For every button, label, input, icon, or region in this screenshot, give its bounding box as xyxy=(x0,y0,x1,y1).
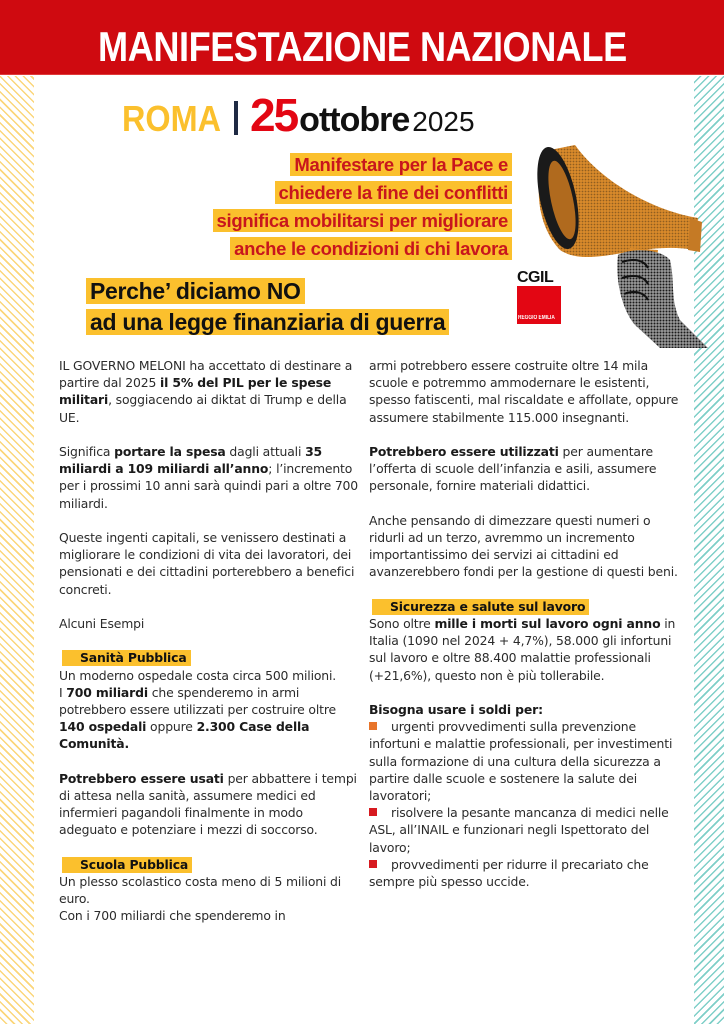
text: risolvere la pesante mancanza di medici nelle ASL, all’INAIL e funzionari negli Ispettorato del lavoro; xyxy=(369,805,669,855)
square-bullet-icon xyxy=(369,860,377,868)
event-city: ROMA xyxy=(122,98,221,139)
event-year: 2025 xyxy=(412,106,475,137)
slogan-line: significa mobilitarsi per migliorare xyxy=(213,209,512,232)
slogan-line: chiedere la fine dei conflitti xyxy=(275,181,513,204)
list-item xyxy=(369,718,689,804)
paragraph: Un plesso scolastico costa meno di 5 milioni di euro. xyxy=(59,874,342,907)
header-title: MANIFESTAZIONE NAZIONALE xyxy=(97,23,627,70)
why-line: Perche’ diciamo NO xyxy=(86,278,305,304)
cgil-logo xyxy=(517,270,565,324)
cgil-logo-box xyxy=(517,286,561,324)
list-item xyxy=(369,856,689,890)
section-scuola xyxy=(59,856,359,925)
section-title: Scuola Pubblica xyxy=(62,857,192,873)
text: per aumentare l’offerta di scuole dell’infanzia e asili, assumere personale, fornire materiali didattici. xyxy=(369,444,657,494)
text: Significa xyxy=(59,444,115,459)
text: in Italia (1090 nel 2024 + 4,7%), 58.000 gli infortuni sul lavoro e oltre 88.400 malattie professionali (+21,6%), questo non è più tollerabile. xyxy=(369,616,676,683)
cgil-logo-word: CGIL xyxy=(517,269,554,286)
paragraph xyxy=(369,615,689,684)
square-bullet-icon xyxy=(369,722,377,730)
bold-text: Potrebbero essere utilizzati xyxy=(369,444,559,459)
bold-text: 700 miliardi xyxy=(66,684,148,700)
square-bullet-icon xyxy=(369,808,377,816)
bold-text: Bisogna usare i soldi per: xyxy=(369,702,543,717)
slogan-line: Manifestare per la Pace e xyxy=(290,153,512,176)
event-day: 25 xyxy=(250,89,298,141)
left-column xyxy=(59,357,359,925)
why-headline xyxy=(86,278,449,340)
bold-text: 35 miliardi a 109 miliardi all’anno xyxy=(59,444,323,477)
text: dagli attuali xyxy=(225,444,306,459)
bold-text: portare la spesa xyxy=(114,444,226,459)
bold-text: 2.300 Case della Comunità xyxy=(59,719,310,752)
paragraph xyxy=(59,443,359,512)
paragraph: Queste ingenti capitali, se venissero destinati a migliorare le condizioni di vita dei lavoratori, dei pensionati e dei cittadini porterebbero a benefici concreti. xyxy=(59,530,355,597)
text: oppure xyxy=(146,719,197,735)
paragraph: armi potrebbero essere costruite oltre 14 mila scuole e potremmo ammodernare le esistenti, spesso fatiscenti, mal riscaldate e affollate, oppure assumere stabilmente 115.000 insegnanti. xyxy=(369,358,679,425)
section-title: Sanità Pubblica xyxy=(62,650,191,666)
bold-text: . xyxy=(124,736,130,752)
paragraph xyxy=(59,684,359,753)
text: urgenti provvedimenti sulla prevenzione infortuni e malattie professionali, per investimenti sulla formazione di una cultura della sicurezza a partire dalle scuole e sostenere la salute dei lavoratori; xyxy=(369,719,673,804)
cgil-logo-sub: REGGIO EMILIA xyxy=(518,315,555,321)
left-stripe-decoration xyxy=(0,76,34,1024)
text: provvedimenti per ridurre il precariato che sempre più spesso uccide. xyxy=(369,856,649,890)
bold-text: il 5% del PIL per le spese militari xyxy=(59,375,332,408)
slogan-block xyxy=(213,153,512,265)
section-sanita xyxy=(59,649,359,838)
bold-text: Potrebbero essere usati xyxy=(59,770,224,786)
slogan-line: anche le condizioni di chi lavora xyxy=(230,237,512,260)
paragraph: Alcuni Esempi xyxy=(59,616,145,631)
paragraph xyxy=(59,770,359,839)
right-column xyxy=(369,357,689,890)
date-separator xyxy=(234,101,238,135)
bold-text: 140 ospedali xyxy=(59,719,147,735)
section-title: Sicurezza e salute sul lavoro xyxy=(372,599,589,615)
bold-text: mille i morti sul lavoro ogni anno xyxy=(434,616,661,631)
paragraph xyxy=(369,443,689,495)
paragraph xyxy=(59,357,359,426)
list-title xyxy=(369,701,689,718)
text: , soggiacendo ai diktat di Trump e della UE. xyxy=(59,392,347,425)
text: che spenderemo in armi potrebbero essere utilizzati per costruire oltre xyxy=(59,684,336,717)
list-item xyxy=(369,804,689,856)
header-bar xyxy=(0,0,724,75)
section-sicurezza xyxy=(369,598,689,684)
paragraph: Un moderno ospedale costa circa 500 milioni. xyxy=(59,667,337,683)
text: IL GOVERNO MELONI ha accettato di destinare a partire dal 2025 xyxy=(59,358,353,391)
text: ; l’incremento per i prossimi 10 anni sarà quindi pari a oltre 700 miliardi. xyxy=(59,461,359,511)
event-date-line xyxy=(122,88,475,141)
text: I xyxy=(59,684,67,700)
text: per abbattere i tempi di attesa nella sanità, assumere medici ed infermieri pagandoli finalmente in modo adeguato e potenziare i mezzi di soccorso. xyxy=(59,770,357,838)
section-bisogna xyxy=(369,701,689,890)
paragraph: Anche pensando di dimezzare questi numeri o ridurli ad un terzo, avremmo un incremento importantissimo dei servizi ai cittadini ed avanzerebbero fondi per la gestione di questi beni. xyxy=(369,512,678,580)
paragraph: Con i 700 miliardi che spenderemo in xyxy=(59,908,286,924)
why-line: ad una legge finanziaria di guerra xyxy=(86,309,449,335)
event-month: ottobre xyxy=(299,101,410,139)
text: Sono oltre xyxy=(369,616,435,631)
